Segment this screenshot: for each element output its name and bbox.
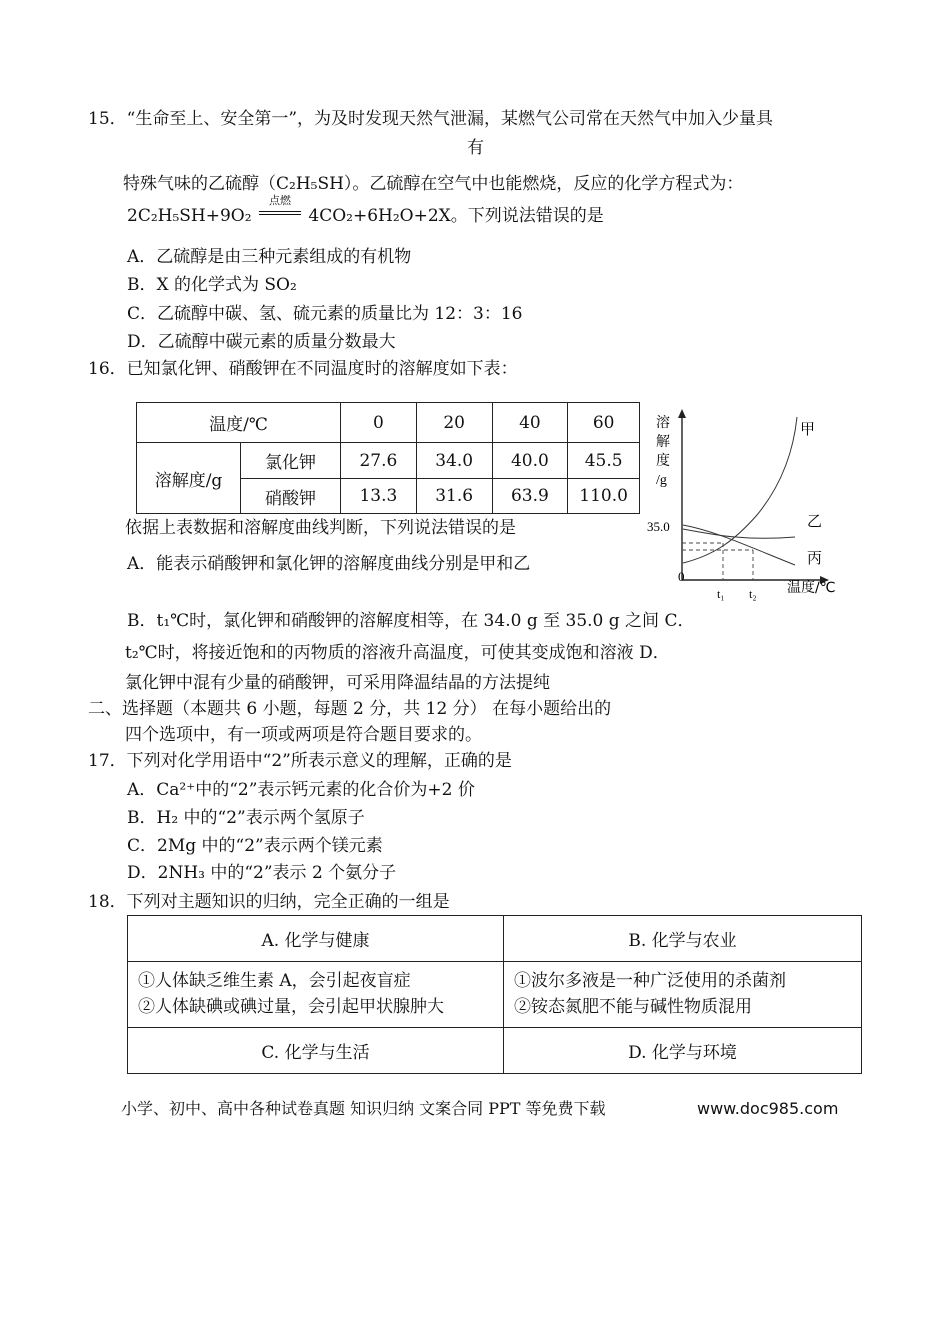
q18-b-item-1: ①波尔多液是一种广泛使用的杀菌剂 [514, 971, 786, 992]
q15-option-b[interactable]: B．X 的化学式为 SO₂ [127, 275, 297, 295]
table-cell: 27.6 [341, 443, 417, 479]
q17-option-d[interactable]: D．2NH₃ 中的“2”表示 2 个氨分子 [127, 863, 397, 883]
x-axis-label: 温度/℃ [787, 580, 836, 596]
curve-yi-label: 乙 [807, 512, 823, 530]
q16-option-b[interactable]: B．t₁℃时，氯化钾和硝酸钾的溶解度相等，在 34.0 g 至 35.0 g 之间 C． [127, 611, 695, 631]
q15-stem-line1: 15．“生命至上、安全第一”，为及时发现天然气泄漏，某燃气公司常在天然气中加入少量具 [88, 109, 774, 129]
table-cell: 63.9 [492, 479, 568, 514]
table-cell: 40.0 [492, 443, 568, 479]
reaction-arrow [257, 194, 303, 225]
q15-number: 15． [88, 109, 127, 129]
q18-stem: 18．下列对主题知识的归纳，完全正确的一组是 [88, 892, 450, 912]
table-cell: 34.0 [416, 443, 492, 479]
q17-option-b[interactable]: B．H₂ 中的“2”表示两个氢原子 [127, 808, 365, 828]
q18-option-a-title[interactable]: A. 化学与健康 [128, 916, 504, 962]
t2-label: t₂ [749, 587, 757, 601]
q16-number: 16． [88, 359, 127, 379]
curve-jia [683, 417, 797, 563]
q18-option-b-content [504, 961, 862, 1027]
q15-option-d[interactable]: D．乙硫醇中碳元素的质量分数最大 [127, 332, 396, 352]
q16-option-a[interactable]: A．能表示硝酸钾和氯化钾的溶解度曲线分别是甲和乙 [127, 554, 531, 574]
q18-option-b-title[interactable]: B. 化学与农业 [504, 916, 862, 962]
q16-option-d[interactable]: 氯化钾中混有少量的硝酸钾，可采用降温结晶的方法提纯 [125, 673, 550, 693]
table-temp-label: 温度/℃ [137, 403, 341, 443]
q18-a-item-2: ②人体缺碘或碘过量，会引起甲状腺肿大 [138, 997, 444, 1018]
q16-option-c[interactable]: t₂℃时，将接近饱和的丙物质的溶液升高温度，可使其变成饱和溶液 D． [125, 643, 670, 663]
q15-stem-wrap: 有 [467, 138, 484, 158]
q18-option-c-title[interactable]: C. 化学与生活 [128, 1028, 504, 1074]
origin-label: 0 [678, 569, 685, 584]
table-temp-40: 40 [492, 403, 568, 443]
solubility-curve-graph [645, 405, 845, 605]
q16-stem: 16．已知氯化钾、硝酸钾在不同温度时的溶解度如下表： [88, 359, 518, 379]
section2-heading-line2: 四个选项中，有一项或两项是符合题目要求的。 [125, 725, 482, 745]
table-temp-20: 20 [416, 403, 492, 443]
y-label-char: /g [656, 473, 667, 488]
q18-option-a-content [128, 961, 504, 1027]
y-label-char: 溶 [656, 416, 670, 431]
table-cell: 31.6 [416, 479, 492, 514]
y-tick-label: 35.0 [647, 519, 670, 534]
table-row-kno3-name: 硝酸钾 [241, 479, 341, 514]
section2-heading: 二、选择题（本题共 6 小题，每题 2 分，共 12 分） 在每小题给出的 [88, 699, 612, 719]
q17-option-c[interactable]: C．2Mg 中的“2”表示两个镁元素 [127, 836, 383, 856]
q15-equation [127, 194, 604, 228]
q17-stem: 17．下列对化学用语中“2”所表示意义的理解，正确的是 [88, 751, 512, 771]
q18-b-item-2: ②铵态氮肥不能与碱性物质混用 [514, 997, 752, 1018]
table-temp-60: 60 [568, 403, 640, 443]
curve-jia-label: 甲 [800, 420, 816, 438]
solubility-table [136, 402, 640, 514]
y-label-char: 度 [656, 454, 670, 469]
table-temp-0: 0 [341, 403, 417, 443]
q18-number: 18． [88, 892, 127, 912]
q17-number: 17． [88, 751, 127, 771]
footer-text: 小学、初中、高中各种试卷真题 知识归纳 文案合同 PPT 等免费下载 [121, 1099, 606, 1118]
equation-reactants: 2C₂H₅SH+9O₂ [127, 206, 252, 226]
q18-table [127, 915, 862, 1074]
curve-bing-label: 丙 [807, 549, 823, 567]
y-axis-arrow [678, 409, 686, 418]
q17-option-a[interactable]: A．Ca²⁺中的“2”表示钙元素的化合价为+2 价 [127, 780, 475, 800]
q16-judge-text: 依据上表数据和溶解度曲线判断，下列说法错误的是 [125, 518, 516, 538]
footer-url[interactable]: www.doc985.com [697, 1099, 839, 1118]
q18-option-d-title[interactable]: D. 化学与环境 [504, 1028, 862, 1074]
q15-option-a[interactable]: A．乙硫醇是由三种元素组成的有机物 [127, 247, 412, 267]
table-cell: 45.5 [568, 443, 640, 479]
reaction-condition: 点燃 [268, 194, 291, 207]
table-row-kcl-name: 氯化钾 [241, 443, 341, 479]
q18-a-item-1: ①人体缺乏维生素 A，会引起夜盲症 [138, 971, 411, 992]
t1-label: t₁ [717, 587, 725, 601]
y-label-char: 解 [656, 435, 670, 450]
table-cell: 13.3 [341, 479, 417, 514]
q15-stem-line2: 特殊气味的乙硫醇（C₂H₅SH）。乙硫醇在空气中也能燃烧，反应的化学方程式为： [123, 174, 744, 194]
table-solubility-label: 溶解度/g [137, 443, 241, 514]
q15-option-c[interactable]: C．乙硫醇中碳、氢、硫元素的质量比为 12：3：16 [127, 304, 523, 324]
table-cell: 110.0 [568, 479, 640, 514]
curve-bing [683, 525, 795, 565]
equation-products: 4CO₂+6H₂O+2X。下列说法错误的是 [308, 206, 604, 226]
